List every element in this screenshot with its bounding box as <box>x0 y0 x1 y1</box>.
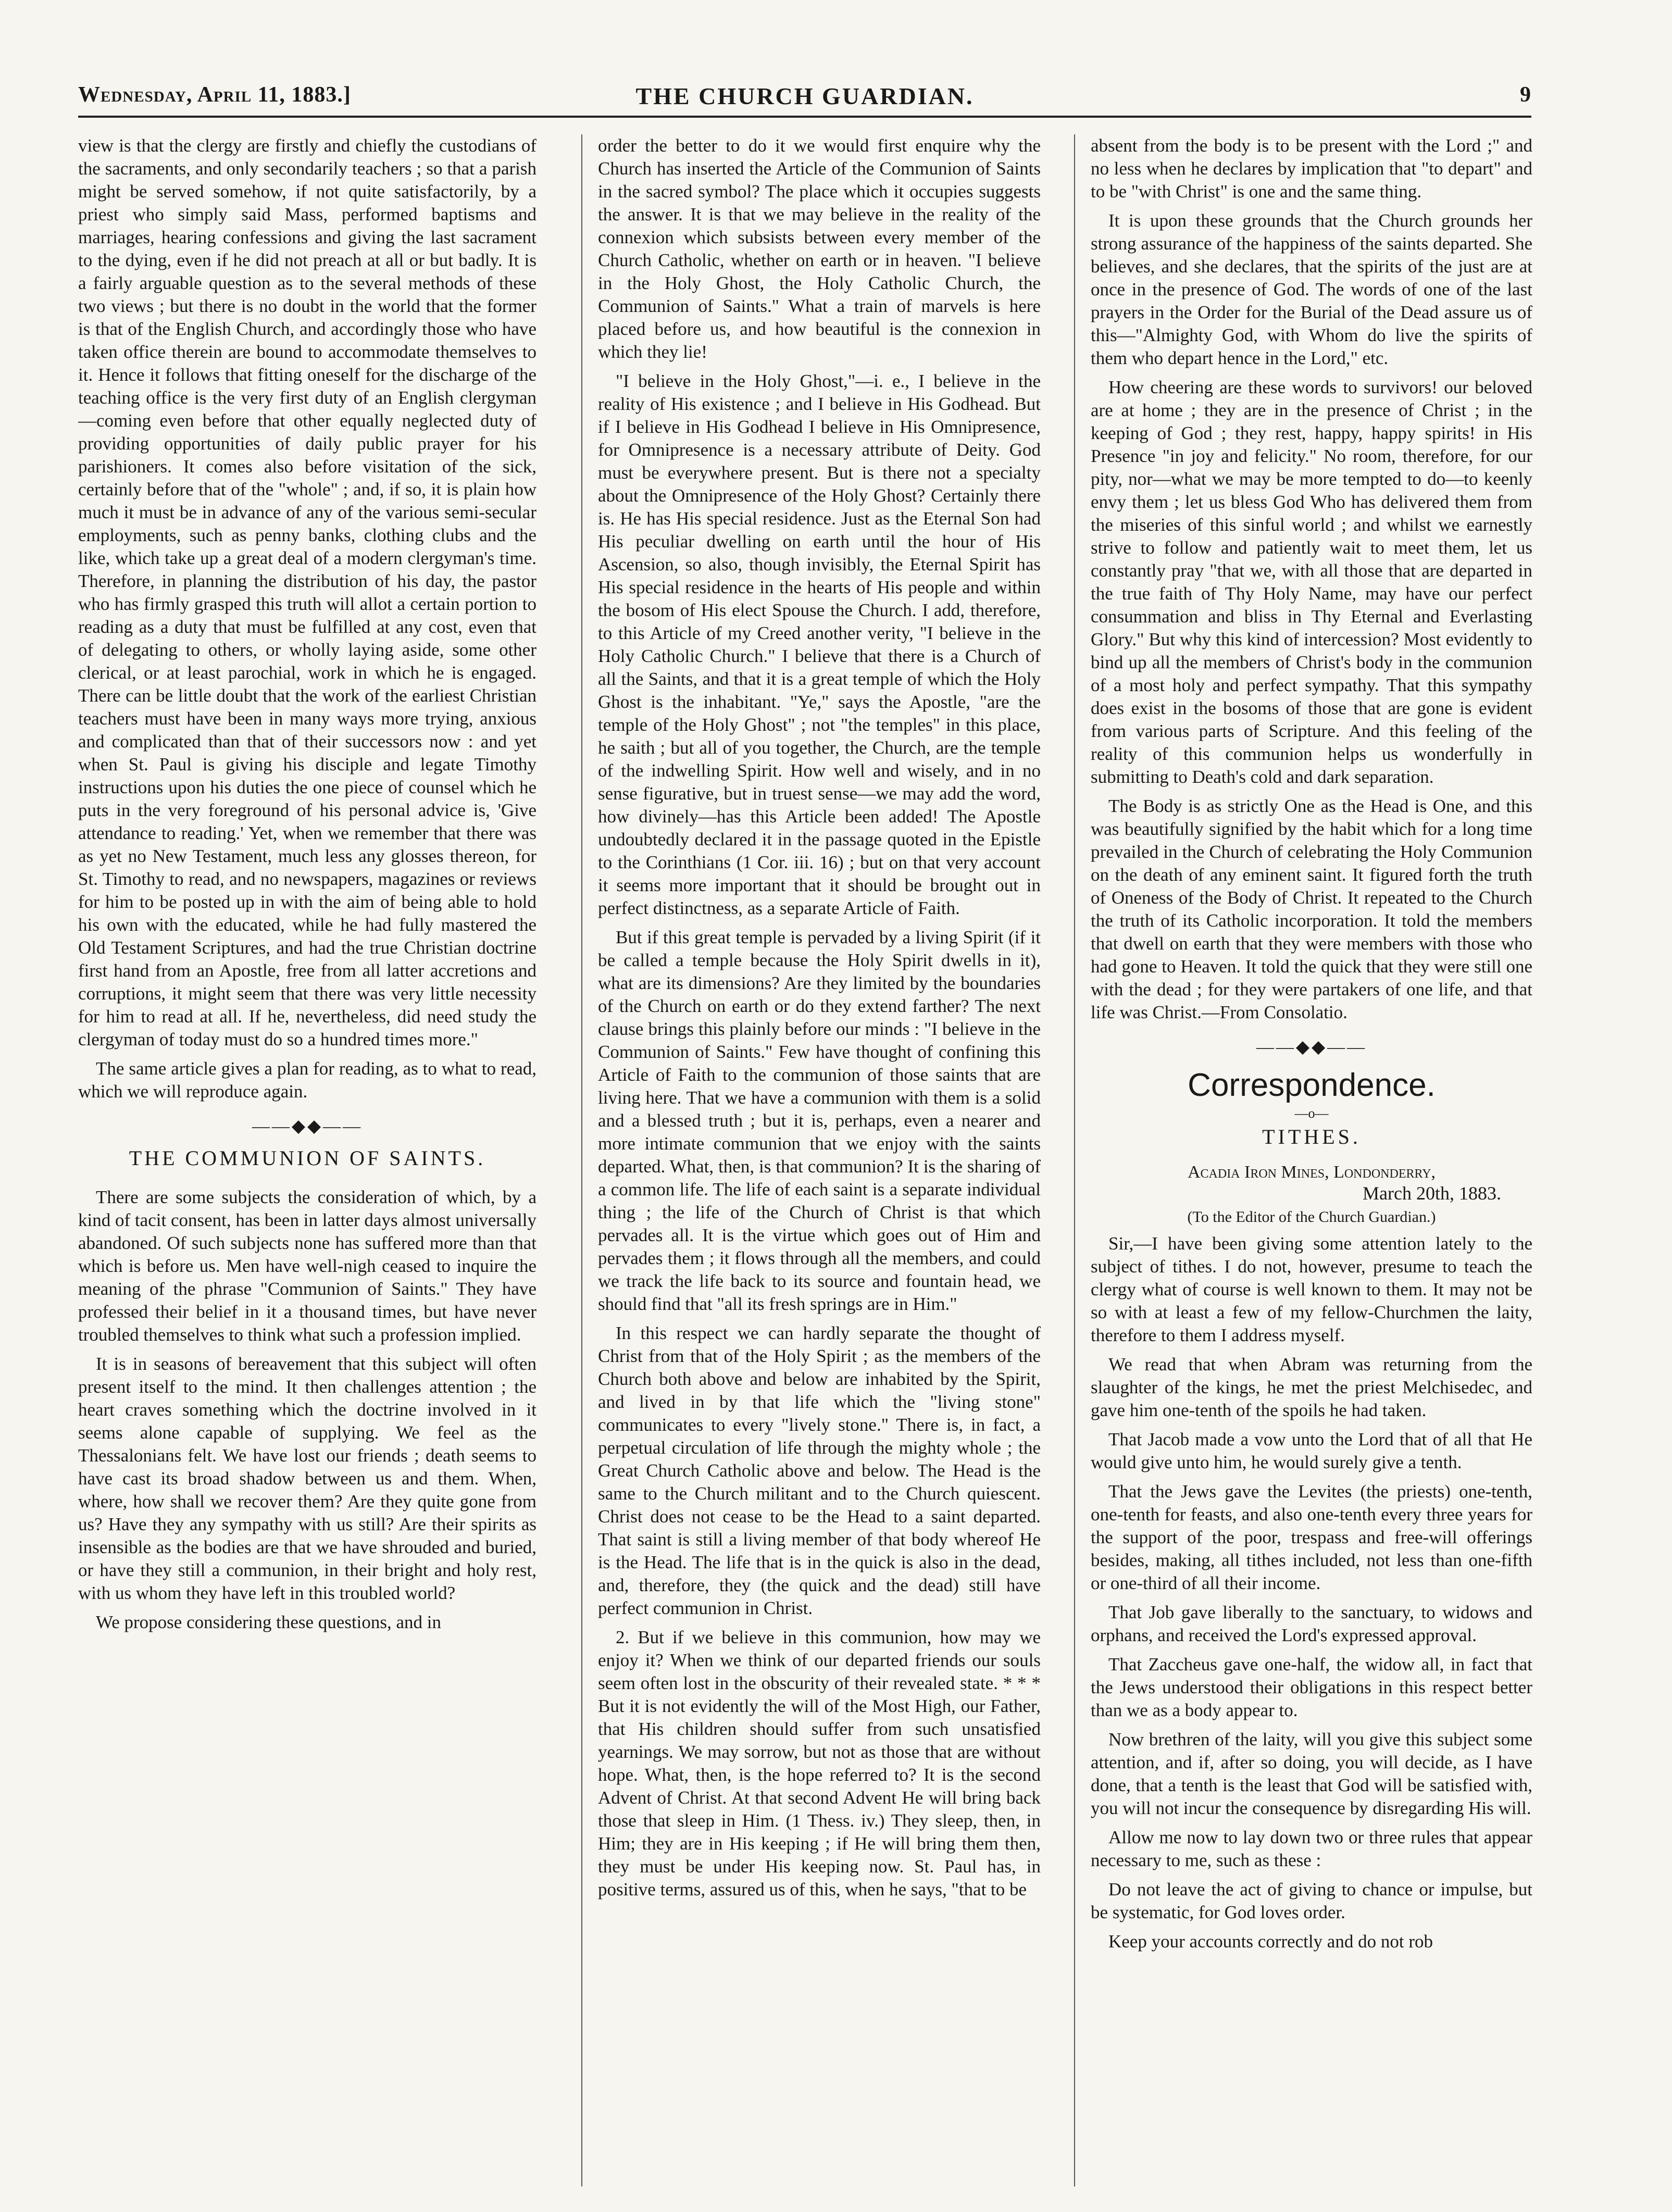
article-paragraph: We propose considering these questions, and in <box>96 1612 442 1632</box>
article-paragraph: In this respect we can hardly separate the thought of Christ from that of the Holy Spirit ; as the members of the Church both above and below are inhabited by the Spirit, and lived in by that life which the "living stone" communicates to every "lively stone." There is, in fact, a perpetual circulation of life through the mighty whole ; the Great Church Catholic above and below. The Head is the same to the Church militant and to the Church quiescent. Christ does not cease to be the Head to a saint departed. That saint is still a living member of that body whereof He is the Head. The life that is in the quick is also in the dead, and, therefore, they (the quick and the dead) still have perfect communion in Christ. <box>598 1323 1041 1618</box>
article-paragraph: There are some subjects the consideration of which, by a kind of tacit consent, has been in latter days almost universally abandoned. Of such subjects none has suffered more than that which is before us. Men have well-nigh ceased to inquire the meaning of the phrase "Communion of Saints." They have professed their belief in it a thousand times, but have never troubled themselves to think what such a profession implied. <box>78 1187 536 1345</box>
page-number: 9 <box>1520 83 1531 107</box>
column-1 <box>78 134 536 2186</box>
column-3 <box>1074 134 1532 2186</box>
letter-paragraph: Keep your accounts correctly and do not rob <box>1108 1931 1433 1952</box>
article-paragraph: 2. But if we believe in this communion, how may we enjoy it? When we think of our departed friends our souls seem often lost in the obscurity of their revealed state. * * * But it is not evidently the will of the Most High, our Father, that His children should suffer from such unsatisfied yearnings. We may sorrow, but not as those that are without hope. What, then, is the hope referred to? It is the second Advent of Christ. At that second Advent He will bring back those that sleep in Him. (1 Thess. iv.) They sleep, then, in Him; they are in His keeping ; if He will bring them then, they must be under His keeping now. St. Paul has, in positive terms, assured us of this, when he says, "that to be <box>598 1627 1041 1899</box>
article-paragraph: It is in seasons of bereavement that this subject will often present itself to the mind. It then challenges attention ; the heart craves something which the doctrine involved in it seems alone capable of supplying. We feel as the Thessalonians felt. We have lost our friends ; death seems to have cast its broad shadow between us and them. When, where, how shall we recover them? Are they quite gone from us? Have they any sympathy with us still? Are their spirits as insensible as the bodies are that we have shrouded and buried, or have they still a communion, in their bright and holy rest, with us whom they have left in this troubled world? <box>78 1354 536 1603</box>
letter-paragraph: That Zaccheus gave one-half, the widow all, in fact that the Jews understood their obligations in this respect better than we as a body appear to. <box>1091 1654 1532 1720</box>
section-title-communion: THE COMMUNION OF SAINTS. <box>129 1146 486 1170</box>
correspondence-heading: Correspondence. <box>1188 1067 1436 1103</box>
letter-paragraph: That Job gave liberally to the sanctuary, to widows and orphans, and received the Lord's expressed approval. <box>1091 1602 1532 1645</box>
article-paragraph: How cheering are these words to survivors! our beloved are at home ; they are in the presence of Christ ; in the keeping of God ; they rest, happy, happy spirits! in His Presence "in joy and felicity." No room, therefore, for our pity, nor—what we may be more tempted to do—to keenly envy them ; let us bless God Who has delivered them from the miseries of this sinful world ; and whilst we earnestly strive to follow and patiently wait to meet them, let us constantly pray "that we, with all those that are departed in the true faith of Thy Holy Name, may have our perfect consummation and bliss in Thy Eternal and Everlasting Glory." But why this kind of intercession? Most evidently to bind up all the members of Christ's body in the communion of a most holy and perfect sympathy. That this sympathy does exist in the bosoms of those that are gone is evident from various parts of Scripture. And this feeling of the reality of this communion helps us wonderfully in submitting to Death's cold and dark separation. <box>1091 377 1532 787</box>
letter-paragraph: Sir,—I have been giving some attention lately to the subject of tithes. I do not, however, presume to teach the clergy what of course is well known to them. It may not be so with at least a few of my fellow-Churchmen the laity, therefore to them I address myself. <box>1091 1233 1532 1345</box>
header-date: Wednesday, April 11, 1883.] <box>78 83 351 107</box>
article-paragraph: "I believe in the Holy Ghost,"—i. e., I believe in the reality of His existence ; and I believe in His Godhead. But if I believe in His Godhead I believe in His Omnipresence, for Omnipresence is a necessary attribute of Deity. God must be everywhere present. But is there not a specialty about the Omnipresence of the Holy Ghost? Certainly there is. He has His special residence. Just as the Eternal Son had His peculiar dwelling on earth until the hour of His Ascension, so also, though invisibly, the Eternal Spirit has His special residence in the hearts of His people and within the bosom of His elect Spouse the Church. I add, therefore, to this Article of my Creed another verity, "I believe in the Holy Catholic Church." I believe that there is a Church of all the Saints, and that it is a great temple of which the Holy Ghost is the inhabitant. "Ye," says the Apostle, "are the temple of the Holy Ghost" ; not "the temples" in this place, he saith ; but all of you together, the Church, are the temple of the indwelling Spirit. How well and wisely, and in no sense figurative, but in truest sense—we may add the word, how divinely—has this Article been added! The Apostle undoubtedly declared it in the passage quoted in the Epistle to the Corinthians (1 Cor. iii. 16) ; but on that very account it seems more important that it should be brought out in perfect distinctness, as a separate Article of Faith. <box>598 371 1041 918</box>
article-paragraph: The Body is as strictly One as the Head is One, and this was beautifully signified by the habit which for a long time prevailed in the Church of celebrating the Holy Communion on the death of any eminent saint. It figured forth the truth of Oneness of the Body of Christ. It repeated to the Church the truth of its Catholic incorporation. It told the members that dwell on earth that they were members with those who had gone to Heaven. It told the quick that they were still one with the dead ; for they were partakers of one life, and that life was Christ.—From Consolatio. <box>1091 796 1532 1022</box>
letter-address: Acadia Iron Mines, Londonderry, <box>1187 1163 1436 1182</box>
section-separator: ——◆◆—— <box>252 1117 363 1136</box>
small-separator: —o— <box>1294 1106 1329 1121</box>
letter-paragraph: Now brethren of the laity, will you give this subject some attention, and if, after so doing, you will decide, as I have done, that a tenth is the least that God will be satisfied with, you will not incur the consequence by disregarding His will. <box>1091 1729 1532 1818</box>
letter-paragraph: That Jacob made a vow unto the Lord that of all that He would give unto him, he would surely give a tenth. <box>1091 1429 1532 1472</box>
article-paragraph: The same article gives a plan for reading, as to what to read, which we will reproduce again. <box>78 1058 536 1102</box>
page-header <box>78 78 1531 118</box>
article-paragraph: But if this great temple is pervaded by a living Spirit (if it be called a temple because the Holy Spirit dwells in it), what are its dimensions? Are they limited by the boundaries of the Church on earth or do they extend farther? The next clause brings this plainly before our minds : "I believe in the Communion of Saints." Few have thought of confining this Article of Faith to the communion of those saints that are living here. That we have a communion with them is a solid and a blessed truth ; but it is, perhaps, even a nearer and more intimate communion that we enjoy with the saints departed. What, then, is that communion? It is the sharing of a common life. The life of each saint is a separate individual thing ; the life of the Church of Christ is that which pervades all. It is the virtue which goes out of Him and pervades them ; it flows through all the members, and could we track the life back to its source and fountain head, we should find that "all its fresh springs are in Him." <box>598 927 1041 1314</box>
letter-paragraph: We read that when Abram was returning from the slaughter of the kings, he met the priest Melchisedec, and gave him one-tenth of the spoils he had taken. <box>1091 1354 1532 1420</box>
article-paragraph: It is upon these grounds that the Church grounds her strong assurance of the happiness of the saints departed. She believes, and she declares, that the spirits of the just are at once in the presence of God. The words of one of the last prayers in the Order for the Burial of the Dead assure us of this—"Almighty God, with Whom do live the spirits of them who depart hence in the Lord," etc. <box>1091 210 1532 368</box>
newspaper-title: THE CHURCH GUARDIAN. <box>635 83 974 109</box>
column-2 <box>581 134 1041 2186</box>
letter-paragraph: That the Jews gave the Levites (the priests) one-tenth, one-tenth for feasts, and also one-tenth every three years for the support of the poor, trespass and free-will offerings besides, making, all tithes included, not less than one-fifth or one-third of all their income. <box>1091 1481 1532 1593</box>
tithes-heading: TITHES. <box>1262 1125 1361 1148</box>
section-separator: ——◆◆—— <box>1256 1038 1367 1057</box>
editor-note: (To the Editor of the Church Guardian.) <box>1187 1208 1436 1226</box>
letter-paragraph: Allow me now to lay down two or three rules that appear necessary to me, such as these : <box>1091 1827 1532 1870</box>
letter-date: March 20th, 1883. <box>1363 1183 1501 1204</box>
article-paragraph: order the better to do it we would first enquire why the Church has inserted the Article of the Communion of Saints in the sacred symbol? The place which it occupies suggests the answer. It is that we may believe in the reality of the connexion which subsists between every member of the Church Catholic, whether on earth or in heaven. "I believe in the Holy Ghost, the Holy Catholic Church, the Communion of Saints." What a train of marvels is here placed before us, and how beautiful is the connexion in which they lie! <box>598 135 1041 362</box>
article-paragraph: absent from the body is to be present with the Lord ;" and no less when he declares by implication that "to depart" and to be "with Christ" is one and the same thing. <box>1091 135 1532 202</box>
letter-paragraph: Do not leave the act of giving to chance or impulse, but be systematic, for God loves order. <box>1091 1879 1532 1922</box>
article-paragraph: view is that the clergy are firstly and chiefly the custodians of the sacraments, and only secondarily teachers ; so that a parish might be served somehow, if not quite satisfactorily, by a priest who simply said Mass, performed baptisms and marriages, hearing confessions and giving the last sacrament to the dying, even if he did not preach at all or but badly. It is a fairly arguable question as to the several methods of these two views ; but there is no doubt in the world that the former is that of the English Church, and accordingly those who have taken office therein are bound to accommodate themselves to it. Hence it follows that fitting oneself for the discharge of the teaching office is the very first duty of an English clergyman—coming even before that other equally neglected duty of providing opportunities of daily public prayer for his parishioners. It comes also before visitation of the sick, certainly before that of the "whole" ; and, if so, it is plain how much it must be in advance of any of the various semi-secular employments, such as penny banks, clothing clubs and the like, which take up a great deal of a modern clergyman's time. Therefore, in planning the distribution of his day, the pastor who has firmly grasped this truth will allot a certain portion to reading as a duty that must be fulfilled at any cost, even that of delegating to others, or wholly laying aside, some other clerical, or at least parochial, work in which he is engaged. There can be little doubt that the work of the earliest Christian teachers must have been in many ways more trying, anxious and complicated than that of their successors now : and yet when St. Paul is giving his disciple and legate Timothy instructions upon his duties the one piece of counsel which he puts in the very foreground of his personal advice is, 'Give attendance to reading.' Yet, when we remember that there was as yet no New Testament, much less any glosses thereon, for St. Timothy to read, and no newspapers, magazines or reviews for him to be posted up in with the aim of being able to hold his own with the educated, while he had fully mastered the Old Testament Scriptures, and had the true Christian doctrine first hand from an Apostle, free from all latter accretions and corruptions, it might seem that there was very little necessity for him to read at all. If he, nevertheless, did need study the clergyman of today must do so a hundred times more." <box>78 135 536 1049</box>
